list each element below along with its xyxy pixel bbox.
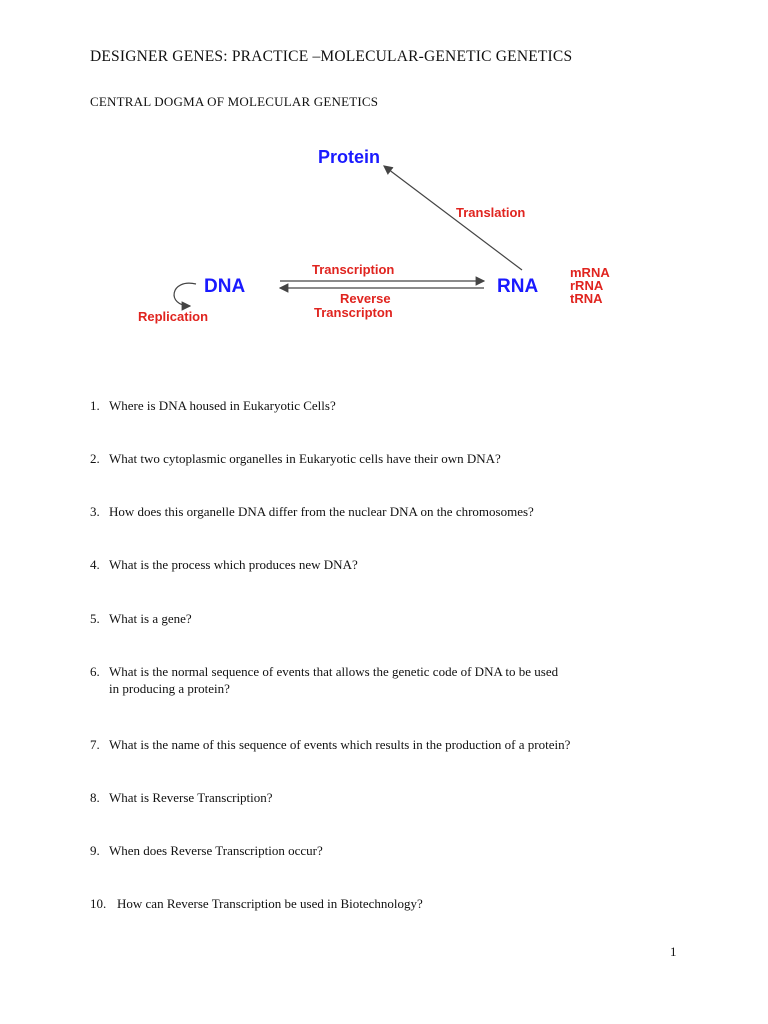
question-2: [90, 450, 690, 467]
question-text: What is the normal sequence of events that allows the genetic code of DNA to be used: [109, 664, 559, 679]
protein-label: Protein: [318, 147, 381, 167]
question-8: [90, 789, 690, 806]
question-text: What is the process which produces new DNA?: [109, 557, 358, 572]
question-3: [90, 503, 690, 520]
replication-loop-arrow: [174, 283, 196, 306]
reverse-label: Reverse: [340, 291, 391, 306]
rna-type-rrna: rRNA: [570, 278, 604, 293]
transcription-label: Transcription: [312, 262, 395, 277]
question-7: [90, 736, 690, 753]
translation-label: Translation: [456, 205, 526, 220]
question-number: 6.: [90, 664, 100, 679]
question-number: 5.: [90, 611, 100, 626]
rna-label: RNA: [497, 276, 539, 297]
page-number: 1: [670, 944, 677, 959]
rna-type-mrna: mRNA: [570, 265, 610, 280]
question-text: What two cytoplasmic organelles in Eukaryotic cells have their own DNA?: [109, 451, 501, 466]
question-text: How does this organelle DNA differ from the nuclear DNA on the chromosomes?: [109, 504, 534, 519]
question-text: How can Reverse Transcription be used in Biotechnology?: [117, 896, 423, 911]
question-6: [90, 663, 690, 697]
question-number: 2.: [90, 451, 100, 466]
question-number: 7.: [90, 737, 100, 752]
question-9: [90, 842, 690, 859]
question-10: [90, 895, 690, 912]
rna-type-trna: tRNA: [570, 291, 603, 306]
question-text: When does Reverse Transcription occur?: [109, 843, 323, 858]
question-number: 3.: [90, 504, 100, 519]
question-1: [90, 397, 690, 414]
question-text-continued: in producing a protein?: [109, 681, 230, 696]
question-number: 1.: [90, 398, 100, 413]
section-title: CENTRAL DOGMA OF MOLECULAR GENETICS: [90, 94, 379, 109]
question-4: [90, 556, 690, 573]
question-5: [90, 610, 690, 627]
page-title: DESIGNER GENES: PRACTICE –MOLECULAR-GENETIC GENETICS: [90, 48, 573, 65]
dna-label: DNA: [204, 276, 246, 297]
question-text: Where is DNA housed in Eukaryotic Cells?: [109, 398, 336, 413]
question-text: What is Reverse Transcription?: [109, 790, 273, 805]
question-text: What is a gene?: [109, 611, 192, 626]
central-dogma-diagram: [130, 138, 650, 338]
question-number: 4.: [90, 557, 100, 572]
replication-label: Replication: [138, 309, 209, 324]
question-number: 10.: [90, 896, 107, 911]
question-number: 9.: [90, 843, 100, 858]
question-text: What is the name of this sequence of events which results in the production of a protein?: [109, 737, 571, 752]
transcripton-label: Transcripton: [314, 305, 393, 320]
question-number: 8.: [90, 790, 100, 805]
